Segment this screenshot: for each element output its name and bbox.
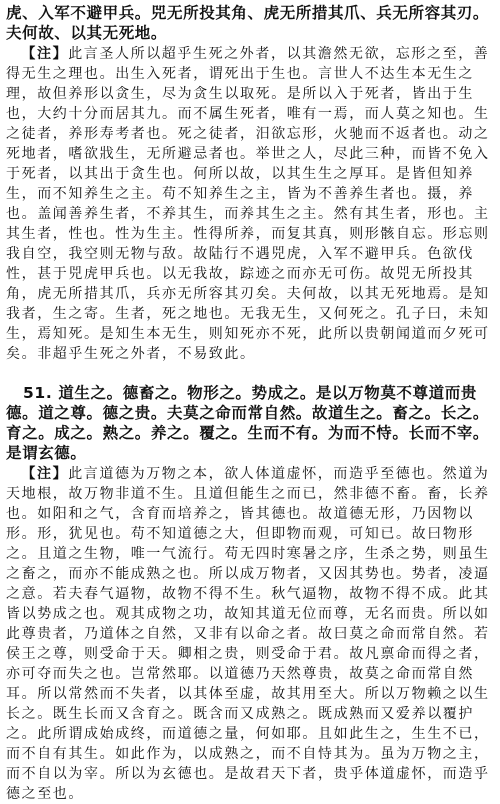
commentary-paragraph bbox=[6, 44, 494, 364]
chapter-commentary-tag: 【注】 bbox=[21, 466, 69, 482]
commentary-text: 此言圣人所以超乎生死之外者，以其澹然无欲，忘形之至，善得无生之理也。出生入死者，谓死出于生也。言世人不达生本无生之理，故但养形以贪生，尽为贪生以取死。是所以入于死者，皆出于生也，大约十分而居其九。而不属生死者，唯有一焉，而人莫之知也。生之徒者，养形寿考者也。死之徒者，汨欲忘形，火驰而不返者也。动之死地者，嗜欲戕生，无所避忌者也。举世之人，尽此三种，而皆不免入于死者，以其出于贪生也。何所以故，以其生生之厚耳。是皆但知养生，而不知养生之主。苟不知养生之主，皆为不善养生者也。摄，养也。盖闻善养生者，不养其生，而养其生之主。然有其生者，形也。主其生者，性也。性为生主。性得所养，而复其真，则形骸自忘。形忘则我自空，我空则无物与敌。故陆行不遇兕虎，入军不避甲兵。色欲伐性，甚于兕虎甲兵也。以无我故，踪迹之而亦无可伤。故兕无所投其角，虎无所措其爪，兵亦无所容其刃矣。夫何故，以其无死地焉。是知我者，生之寄。生者，死之地也。无我无生，又何死之。孔子曰，未知生，焉知死。是知生本无生，则知死亦不死，此所以贵朝闻道而夕死可矣。非超乎生死之外者，不易致此。 bbox=[6, 46, 490, 362]
commentary-tag: 【注】 bbox=[21, 46, 69, 62]
chapter-scripture bbox=[6, 383, 494, 463]
book-page bbox=[6, 3, 494, 804]
chapter-scripture-text: 道生之。德畜之。物形之。势成之。是以万物莫不尊道而贵德。道之尊。德之贵。夫莫之命而常自然。故道生之。畜之。长之。育之。成之。熟之。养之。覆之。生而不有。为而不恃。长而不宰。是谓玄德。 bbox=[6, 384, 490, 462]
upper-section bbox=[6, 3, 494, 364]
chapter-commentary bbox=[6, 464, 494, 804]
scripture-text: 虎、入军不避甲兵。兕无所投其角、虎无所措其爪、兵无所容其刃。夫何故、以其无死地。 bbox=[6, 4, 490, 42]
chapter-commentary-text: 此言道德为万物之本，欲人体道虚怀，而造乎至德也。然道为天地根，故万物非道不生。且道但能生之而已，然非德不畜。畜，长养也。如阳和之气，含育而培养之，皆其德也。故道德无形，乃因物以形。形，犹见也。苟不知道德之大，但即物而观，可知已。故曰物形之。且道之生物，唯一气流行。苟无四时寒暑之序，生杀之势，则虽生之畜之，而亦不能成熟之也。所以成万物者，又因其势也。势者，凌逼之意。若夫春气逼物，故物不得不生。秋气逼物，故物不得不成。此其皆以势成之也。观其成物之功，故知其道无位而尊，无名而贵。所以如此尊贵者，乃道体之自然，又非有以命之者。故曰莫之命而常自然。若侯王之尊，则受命于天。卿相之贵，则受命于君。故凡禀命而得之者，亦可夺而失之也。岂常然耶。以道德乃天然尊贵，故莫之命而常自然耳。所以常然而不失者，以其体至虚，故其用至大。所以万物赖之以生长之。既生长而又含育之。既含而又成熟之。既成熟而又爱养以覆护之。此所谓成始成终，而道德之量，何如耶。且如此生之，生生不已，而不自有其生。如此作为，以成熟之，而不自恃其为。虽为万物之主，而不自以为宰。所以为玄德也。是故君天下者，贵乎体道虚怀，而造乎德之至也。 bbox=[6, 466, 490, 802]
chapter-51 bbox=[6, 383, 494, 804]
chapter-number: 51. bbox=[23, 384, 53, 402]
